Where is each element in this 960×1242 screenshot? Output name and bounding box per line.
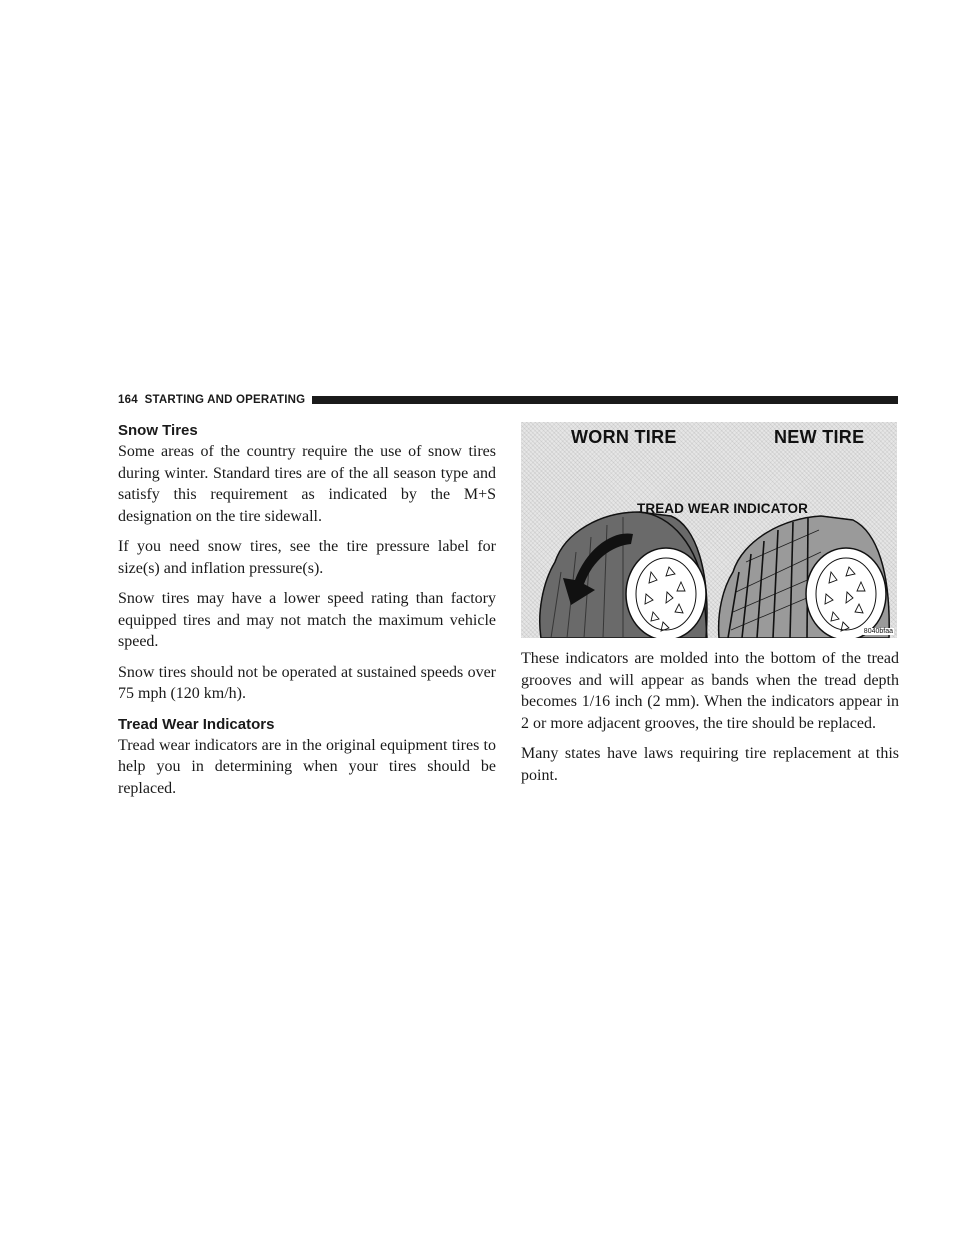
heading-snow-tires: Snow Tires	[118, 422, 198, 439]
header-rule	[312, 396, 898, 404]
section-title: STARTING AND OPERATING	[144, 394, 306, 406]
page-header	[118, 392, 898, 408]
right-column	[521, 648, 899, 795]
paragraph-tread-wear-3: Many states have laws requiring tire replacement at this point.	[521, 745, 899, 784]
label-worn-tire: WORN TIRE	[571, 427, 677, 447]
label-new-tire: NEW TIRE	[774, 427, 865, 447]
label-tread-wear-indicator: TREAD WEAR INDICATOR	[637, 501, 808, 516]
heading-tread-wear-indicators: Tread Wear Indicators	[118, 715, 275, 733]
paragraph-snow-tires-1: Some areas of the country require the use of snow tires during winter. Standard tires are of the all season type and satisfy this requirement as indicated by the M+S designation on the tire sidewall.	[118, 443, 496, 525]
paragraph-tread-wear-2: These indicators are molded into the bottom of the tread grooves and will appear as bands when the tread depth becomes 1/16 inch (2 mm). When the indicators appear in 2 or more adjacent grooves, the tire should be replaced.	[521, 650, 899, 732]
worn-tire-drawing	[540, 512, 707, 638]
page-number: 164	[118, 394, 138, 406]
paragraph-snow-tires-2: If you need snow tires, see the tire pressure label for size(s) and inflation pressure(s).	[118, 538, 496, 577]
tread-wear-figure	[521, 422, 897, 638]
paragraph-snow-tires-4: Snow tires should not be operated at sustained speeds over 75 mph (120 km/h).	[118, 663, 496, 702]
new-tire-drawing	[719, 516, 890, 638]
paragraph-tread-wear-1: Tread wear indicators are in the original equipment tires to help you in determining when your tires should be replaced.	[118, 736, 496, 797]
paragraph-snow-tires-3: Snow tires may have a lower speed rating than factory equipped tires and may not match the maximum vehicle speed.	[118, 590, 496, 650]
page-number-and-section	[118, 394, 305, 406]
tire-illustration	[521, 422, 897, 638]
left-column	[118, 421, 496, 808]
figure-code: 8040bfaa	[863, 628, 893, 635]
